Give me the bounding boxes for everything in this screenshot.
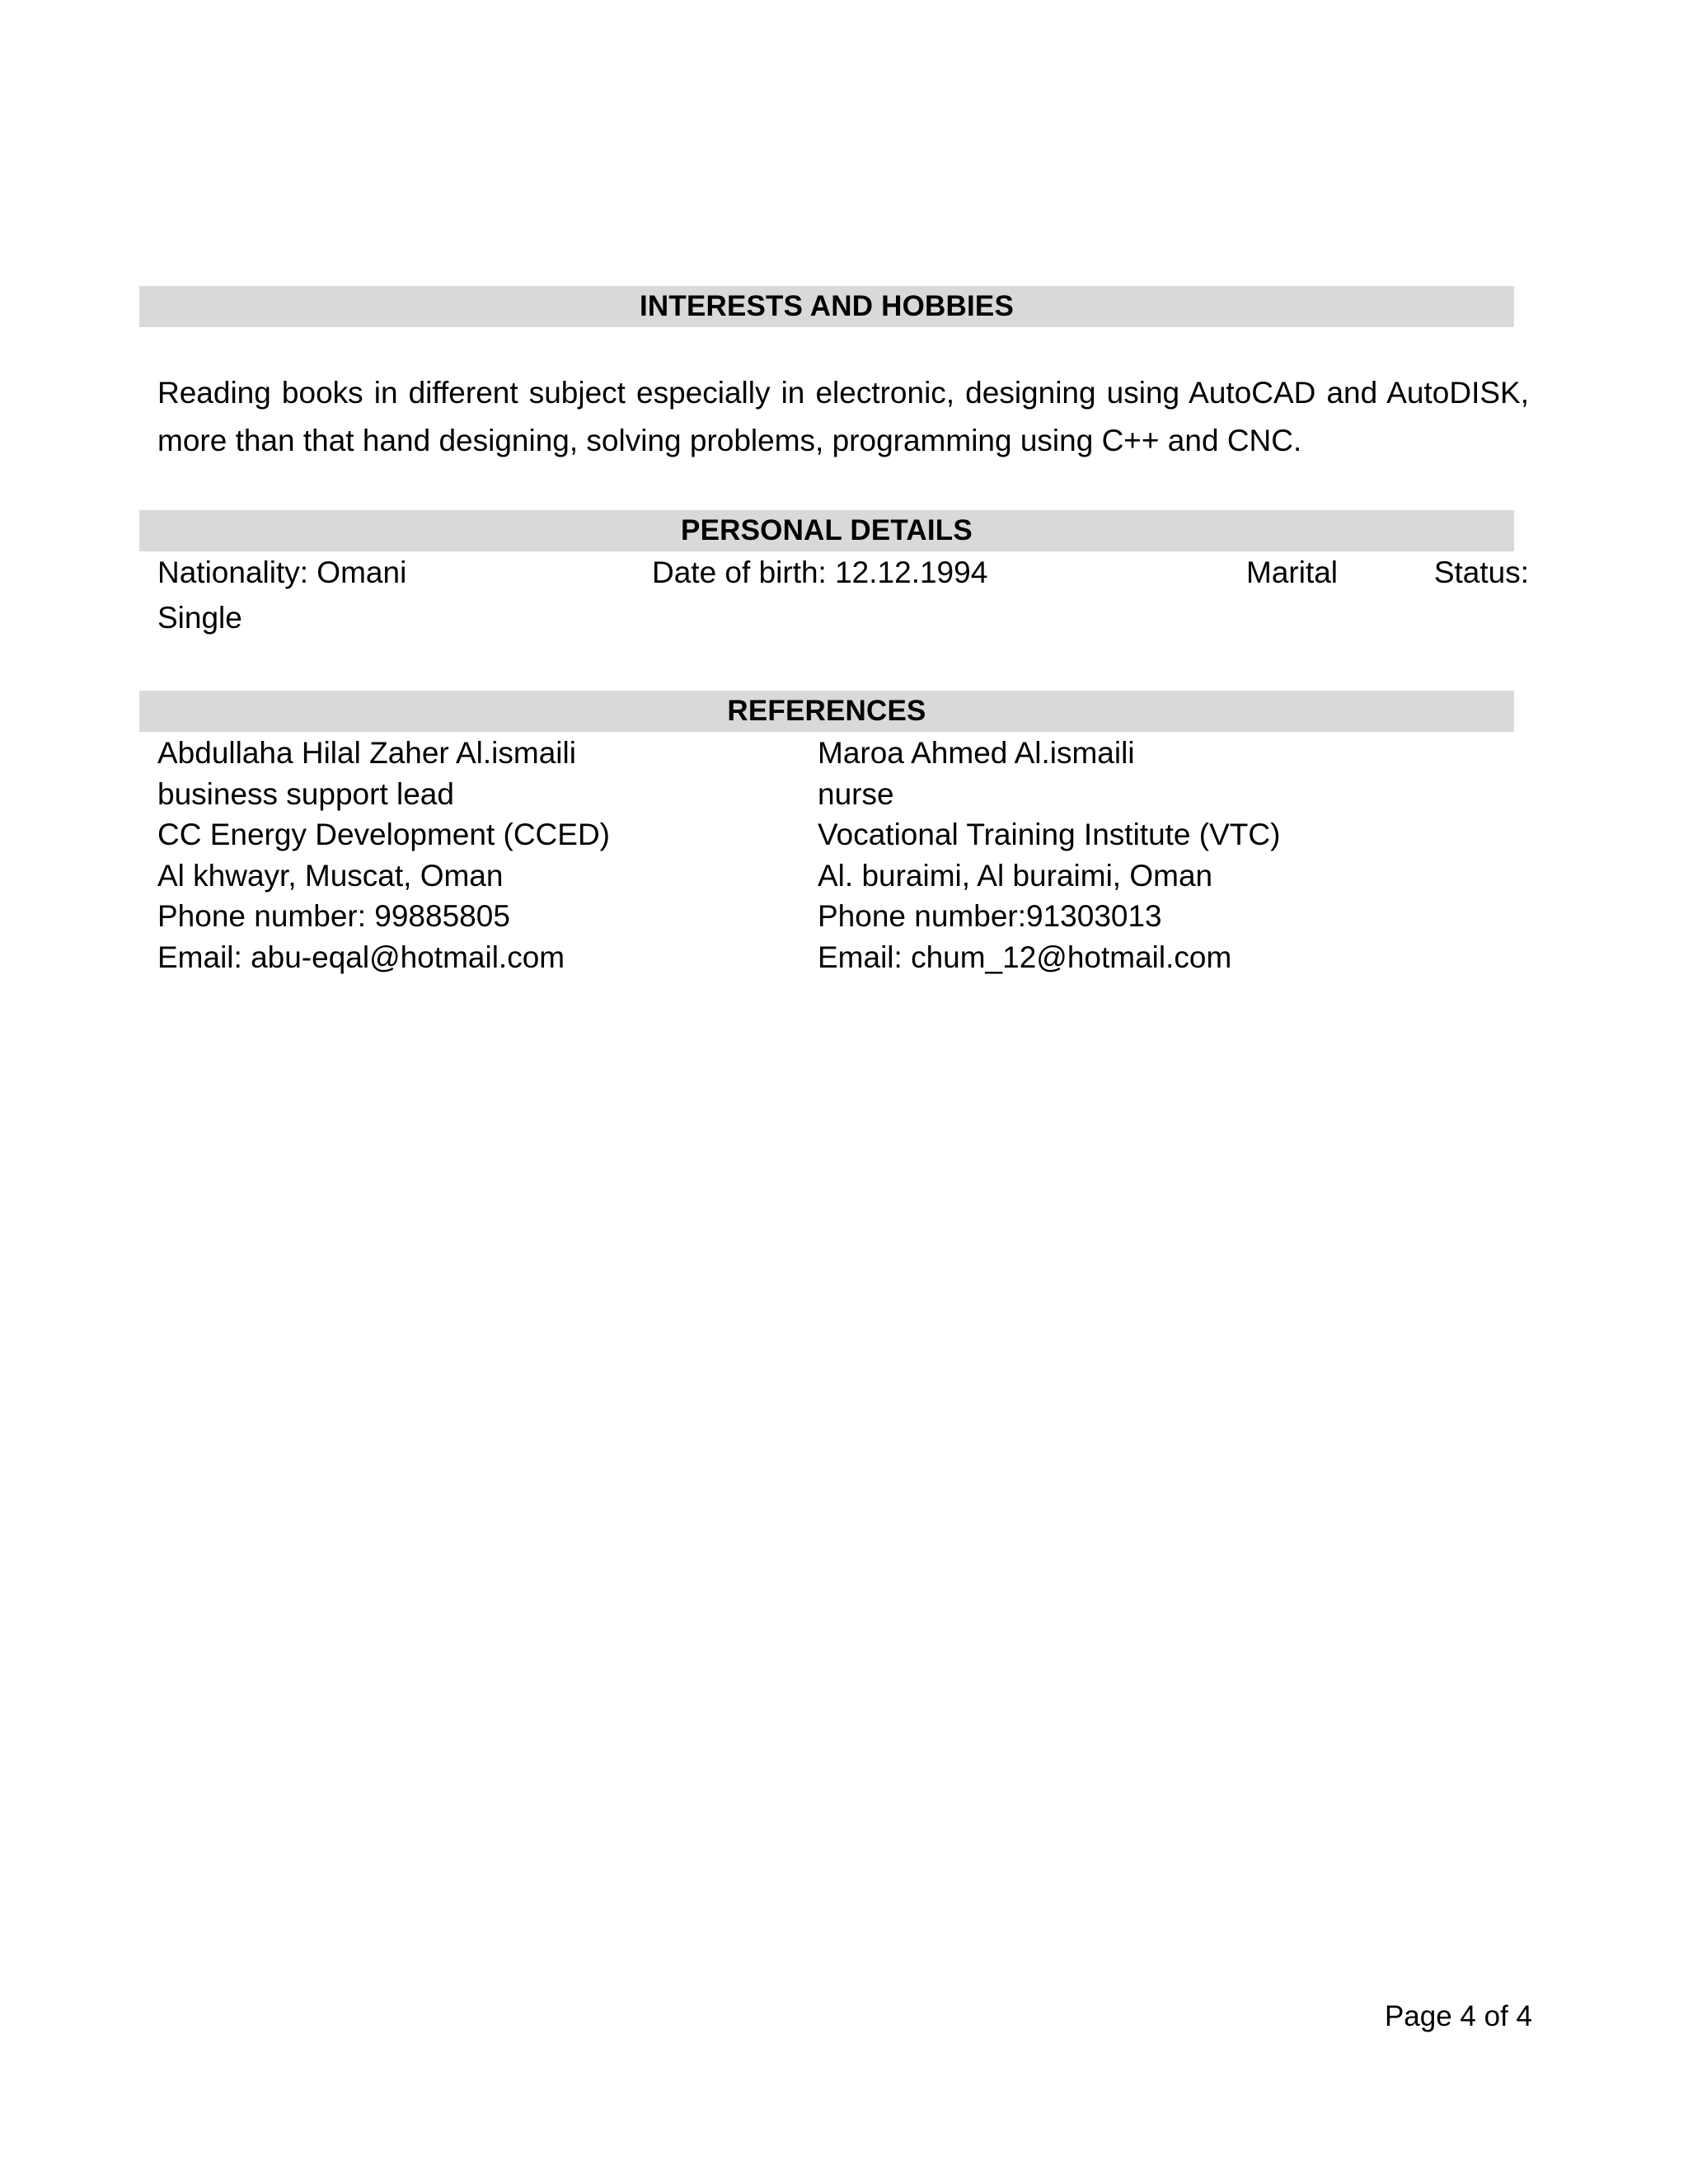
reference-left-name: Abdullaha Hilal Zaher Al.ismaili [157,736,576,770]
reference-right-email: Email: chum_12@hotmail.com [818,940,1232,974]
reference-left-email: Email: abu-eqal@hotmail.com [157,940,565,974]
marital-label: Marital [1246,555,1339,589]
interests-paragraph [157,369,1529,465]
reference-right-org: Vocational Training Institute (VTC) [818,818,1281,852]
reference-right-phone: Phone number:91303013 [818,899,1162,934]
nationality-text: Nationality: Omani [157,555,407,589]
reference-left [157,733,610,978]
personal-details-heading: PERSONAL DETAILS [139,510,1514,551]
interests-heading: INTERESTS AND HOBBIES [139,286,1514,327]
page-number: Page 4 of 4 [1384,2000,1532,2032]
reference-left-location: Al khwayr, Muscat, Oman [157,858,504,893]
interests-line-2: more than that hand designing, solving problems, programming using C++ and CNC. [157,424,1302,457]
interests-line-1: Reading books in different subject especially in electronic, designing using AutoCAD and AutoDISK, [157,376,1529,410]
reference-right-name: Maroa Ahmed Al.ismaili [818,736,1135,770]
reference-right-role: nurse [818,776,894,811]
date-of-birth-text: Date of birth: 12.12.1994 [652,555,988,589]
reference-left-phone: Phone number: 99885805 [157,899,510,934]
reference-right-location: Al. buraimi, Al buraimi, Oman [818,858,1213,893]
references-heading: REFERENCES [139,691,1514,732]
reference-left-org: CC Energy Development (CCED) [157,818,611,852]
reference-right [818,733,1280,978]
status-label: Status: [1433,555,1529,589]
reference-left-role: business support lead [157,776,454,811]
marital-status-value: Single [157,601,242,635]
